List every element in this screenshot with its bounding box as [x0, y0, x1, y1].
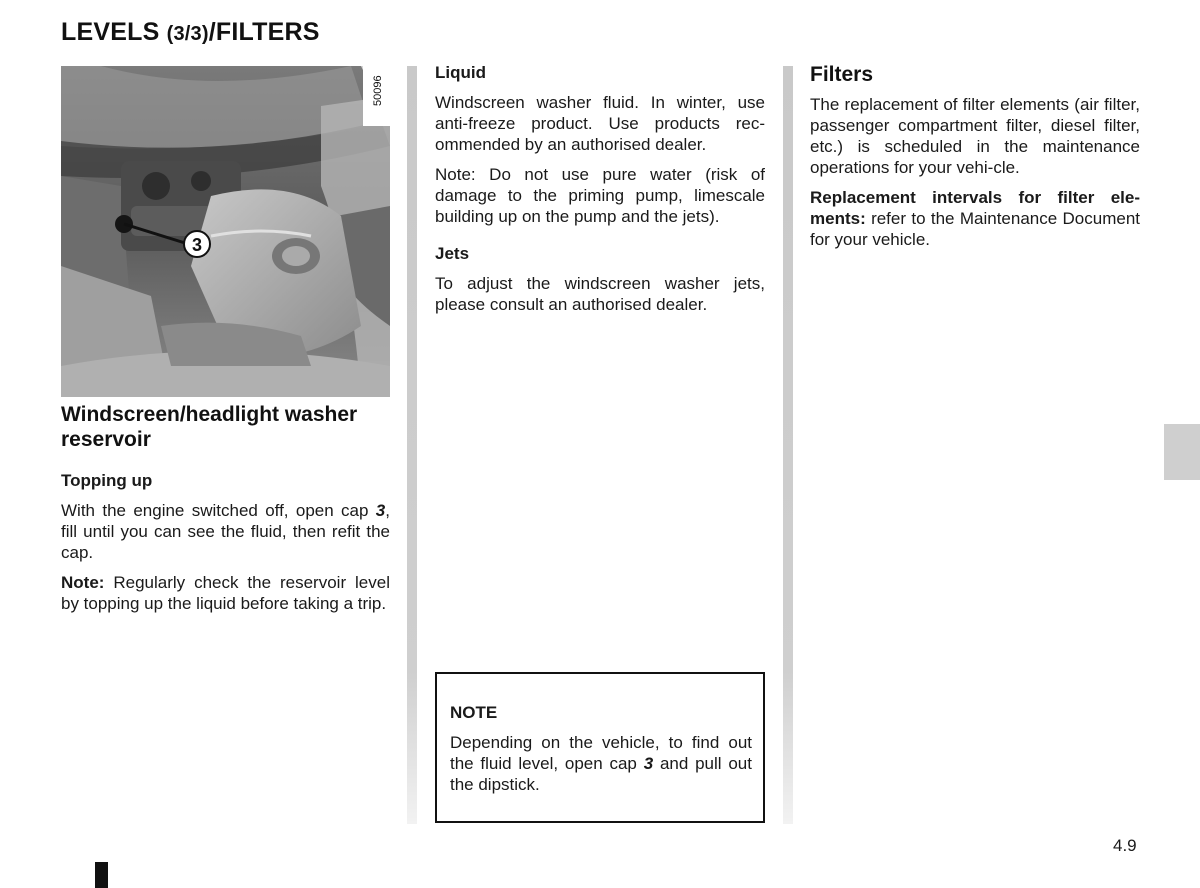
- jets-text: To adjust the windscreen washer jets, please consult an authorised dealer.: [435, 274, 765, 314]
- note-box: [435, 672, 765, 823]
- title-end: /FILTERS: [208, 18, 320, 46]
- title-sub: (3/3): [166, 23, 209, 45]
- subheading-jets: Jets: [435, 244, 470, 263]
- section-heading-filters: Filters: [810, 63, 874, 86]
- column-middle: [435, 62, 765, 324]
- filters-interval: Replacement intervals for filter ele-ments: refer to the Maintenance Document for your vehicle.: [810, 188, 1140, 249]
- crop-mark: [95, 862, 108, 888]
- liquid-text: Windscreen washer fluid. In winter, use anti-freeze product. Use products rec-ommended by an authorised dealer.: [435, 93, 765, 154]
- engine-bay-photo: [61, 66, 390, 397]
- reservoir-note: Note: Regularly check the reservoir level by topping up the liquid before taking a trip.: [61, 573, 390, 613]
- note-text: Depending on the vehicle, to find out the fluid level, open cap 3 and pull out the dipstick.: [450, 733, 752, 794]
- note-label: NOTE: [450, 703, 498, 722]
- column-separator-right: [783, 66, 793, 824]
- liquid-note: Note: Do not use pure water (risk of damage to the priming pump, limescale building up on the pump and the jets).: [435, 165, 765, 226]
- title-main: LEVELS: [61, 18, 167, 46]
- column-right: [810, 62, 1140, 259]
- cap-ref: 3: [643, 754, 654, 773]
- subheading-liquid: Liquid: [435, 63, 486, 82]
- photo-code: 50096: [372, 75, 384, 106]
- topping-up-text: With the engine switched off, open cap 3, fill until you can see the fluid, then refit the cap.: [61, 501, 390, 562]
- page-title: [61, 18, 320, 47]
- column-separator-left: [407, 66, 417, 824]
- column-left: [61, 402, 390, 623]
- subheading-topping-up: Topping up: [61, 471, 153, 490]
- page-number: 4.9: [1113, 836, 1137, 855]
- chapter-tab-marker: [1164, 424, 1200, 480]
- cap-ref: 3: [375, 501, 386, 520]
- section-heading-reservoir: Windscreen/headlight washer reservoir: [61, 403, 358, 451]
- filters-text: The replacement of filter elements (air filter, passenger compartment filter, diesel filter, etc.) is scheduled in the maintenance operations for your vehi-cle.: [810, 95, 1140, 177]
- callout-3: 3: [191, 235, 203, 255]
